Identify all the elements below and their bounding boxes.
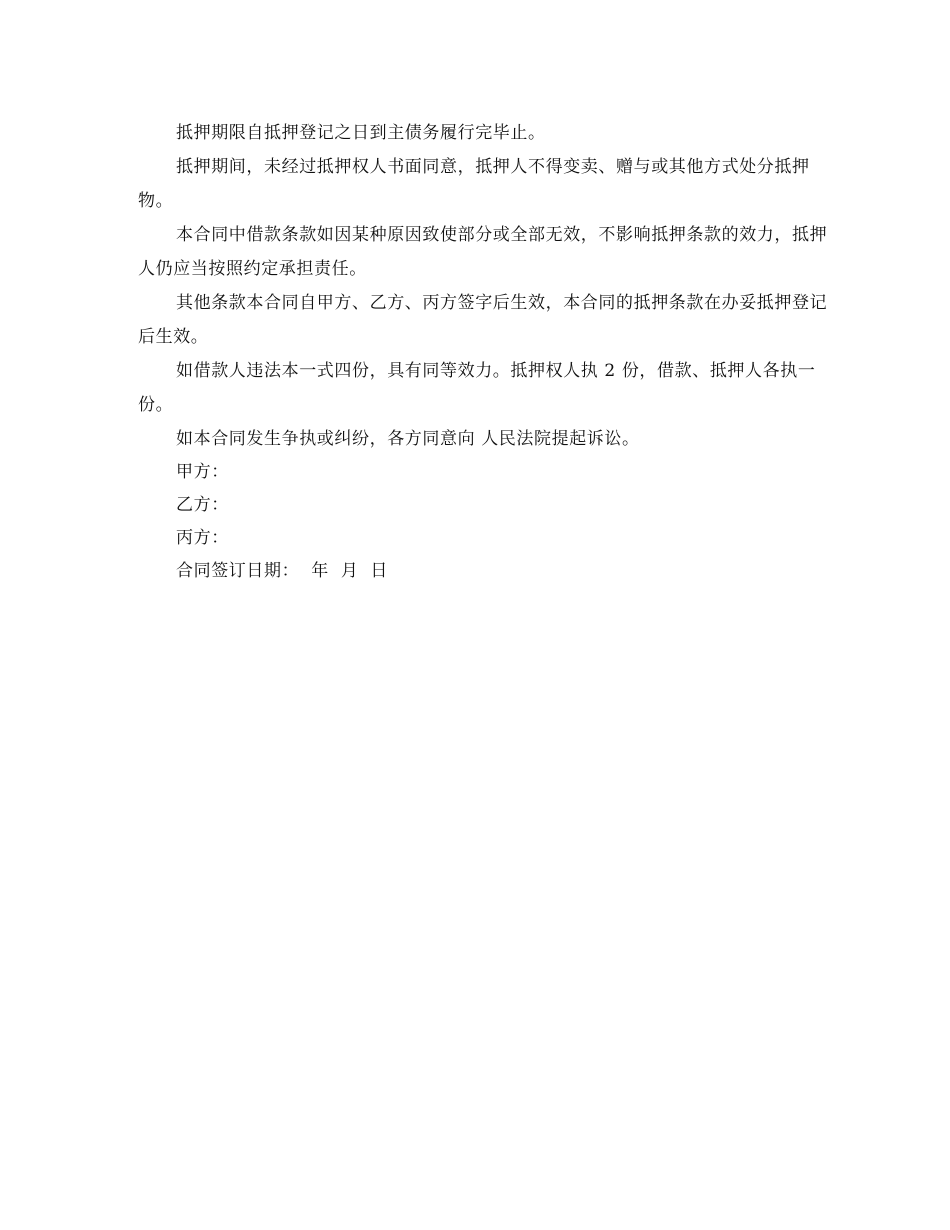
- document-body: [138, 116, 838, 588]
- paragraph-dispute: 如本合同发生争执或纠纷，各方同意向 人民法院提起诉讼。: [176, 429, 640, 449]
- paragraph-mortgage-term: 抵押期限自抵押登记之日到主债务履行完毕止。: [176, 123, 546, 143]
- paragraph-mortgage-restriction: 抵押期间，未经过抵押权人书面同意，抵押人不得变卖、赠与或其他方式处分抵押物。: [138, 157, 810, 211]
- party-c-label: 丙方：: [176, 528, 229, 548]
- paragraph-copies: 如借款人违法本一式四份，具有同等效力。抵押权人执 2 份，借款、抵押人各执一份。: [138, 361, 816, 415]
- paragraph-effective-date: 其他条款本合同自甲方、乙方、丙方签字后生效，本合同的抵押条款在办妥抵押登记后生效。: [138, 293, 828, 347]
- signing-date-label: 合同签订日期： 年 月 日: [176, 561, 389, 581]
- party-b-label: 乙方：: [176, 495, 229, 515]
- paragraph-clause-validity: 本合同中借款条款如因某种原因致使部分或全部无效，不影响抵押条款的效力，抵押人仍应当按照约定承担责任。: [138, 225, 828, 279]
- party-a-label: 甲方：: [176, 462, 229, 482]
